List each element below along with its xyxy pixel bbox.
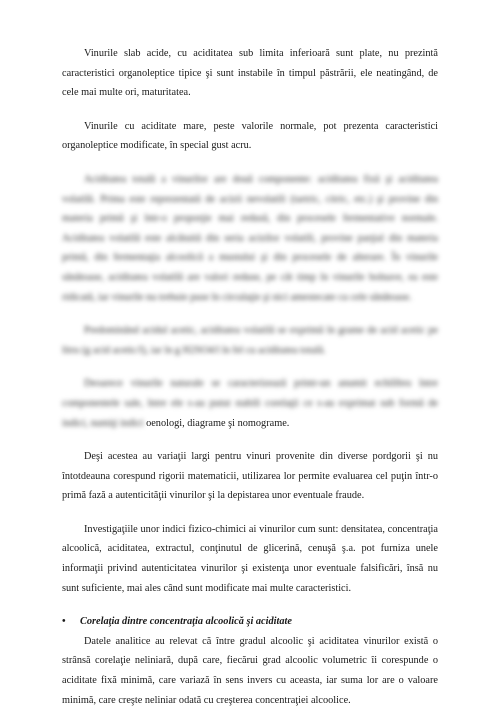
paragraph-high-acidity: Vinurile cu aciditate mare, peste valorile normale, pot prezenta caracteristici organoleptice modificate, în special gust acru.: [62, 120, 438, 152]
bullet-icon: •: [62, 616, 66, 628]
paragraph-low-acidity: Vinurile slab acide, cu aciditatea sub limita inferioară sunt plate, nu prezintă caracteristici organoleptice tipice şi sunt instabile în timpul păstrării, ele neatingând, de cele mai multe ori, maturitatea.: [62, 48, 438, 99]
paragraph-indices-blurred-part: Deoarece vinurile naturale se caracterizează printr-un anumit echilibru între componentele sale, între ele s-au putut stabili corelaţii ce s-au exprimat sub formă de indici, numiţi indici: [62, 378, 438, 429]
paragraph-oenological-indices: [62, 374, 438, 433]
paragraph-volatile-acidity-blurred: Predominând acidul acetic, aciditatea volatilă se exprimă în grame de acid acetic pe litru (g acid acetic/l), iar în g H2SO4/l în fel cu aciditatea totală.: [62, 325, 438, 356]
section-heading-alcohol-acidity: [62, 612, 438, 632]
paragraph-indices-visible-part: oenologi, diagrame şi nomograme.: [146, 417, 290, 429]
paragraph-alcohol-acidity-correlation: Datele analitice au relevat că între gradul alcoolic şi aciditatea vinurilor există o strânsă corelaţie neliniară, după care, fiecărui grad alcoolic volumetric îi corespunde o aciditate fixă minimă, care variază în sens invers cu aceasta, iar suma lor are o valoare minimă, care creşte neliniar odată cu creşterea concentraţiei alcoolice.: [62, 635, 438, 706]
paragraph-physicochemical-indices: Investigaţiile unor indici fizico-chimici ai vinurilor cum sunt: densitatea, concentraţia alcoolică, aciditatea, extractul, conţinutul de glicerină, cenuşă ş.a. pot furniza unele informaţii privind autenticitatea vinurilor şi existenţa unor eventuale falsificări, însă nu sunt suficiente, mai ales când sunt modificate mai multe caracteristici.: [62, 523, 438, 594]
paragraph-indices-variation: Deşi acestea au variaţii largi pentru vinuri provenite din diverse pordgorii şi nu întotdeauna corespund rigorii matematicii, utilizarea lor permite evaluarea cel puţin într-o primă fază a autenticităţii vinurilor şi la depistarea unor eventuale fraude.: [62, 451, 438, 502]
section-heading-text: Corelaţia dintre concentraţia alcoolică şi aciditate: [80, 616, 292, 628]
paragraph-total-acidity-blurred: Aciditatea totală a vinurilor are două componente: aciditatea fixă şi aciditatea volatilă. Prima este reprezentată de acizii nevolatili (tartric, citric, etc.) şi provine din materia primă şi într-o proporţie mai redusă, din procesele fermentative normale. Aciditatea volatilă este alcătuită din seria acizilor volatili, provine parţial din materia primă, din fermentaţia alcoolică a mustului şi din procesele de alterare. În vinurile sănătoase, aciditatea volatilă are valori reduse, pe cât timp în vinurile bolnave, ea este ridicată, iar vinurile nu trebuie puse în circulaţie şi nici amestecate cu cele sănătoase.: [62, 173, 438, 303]
